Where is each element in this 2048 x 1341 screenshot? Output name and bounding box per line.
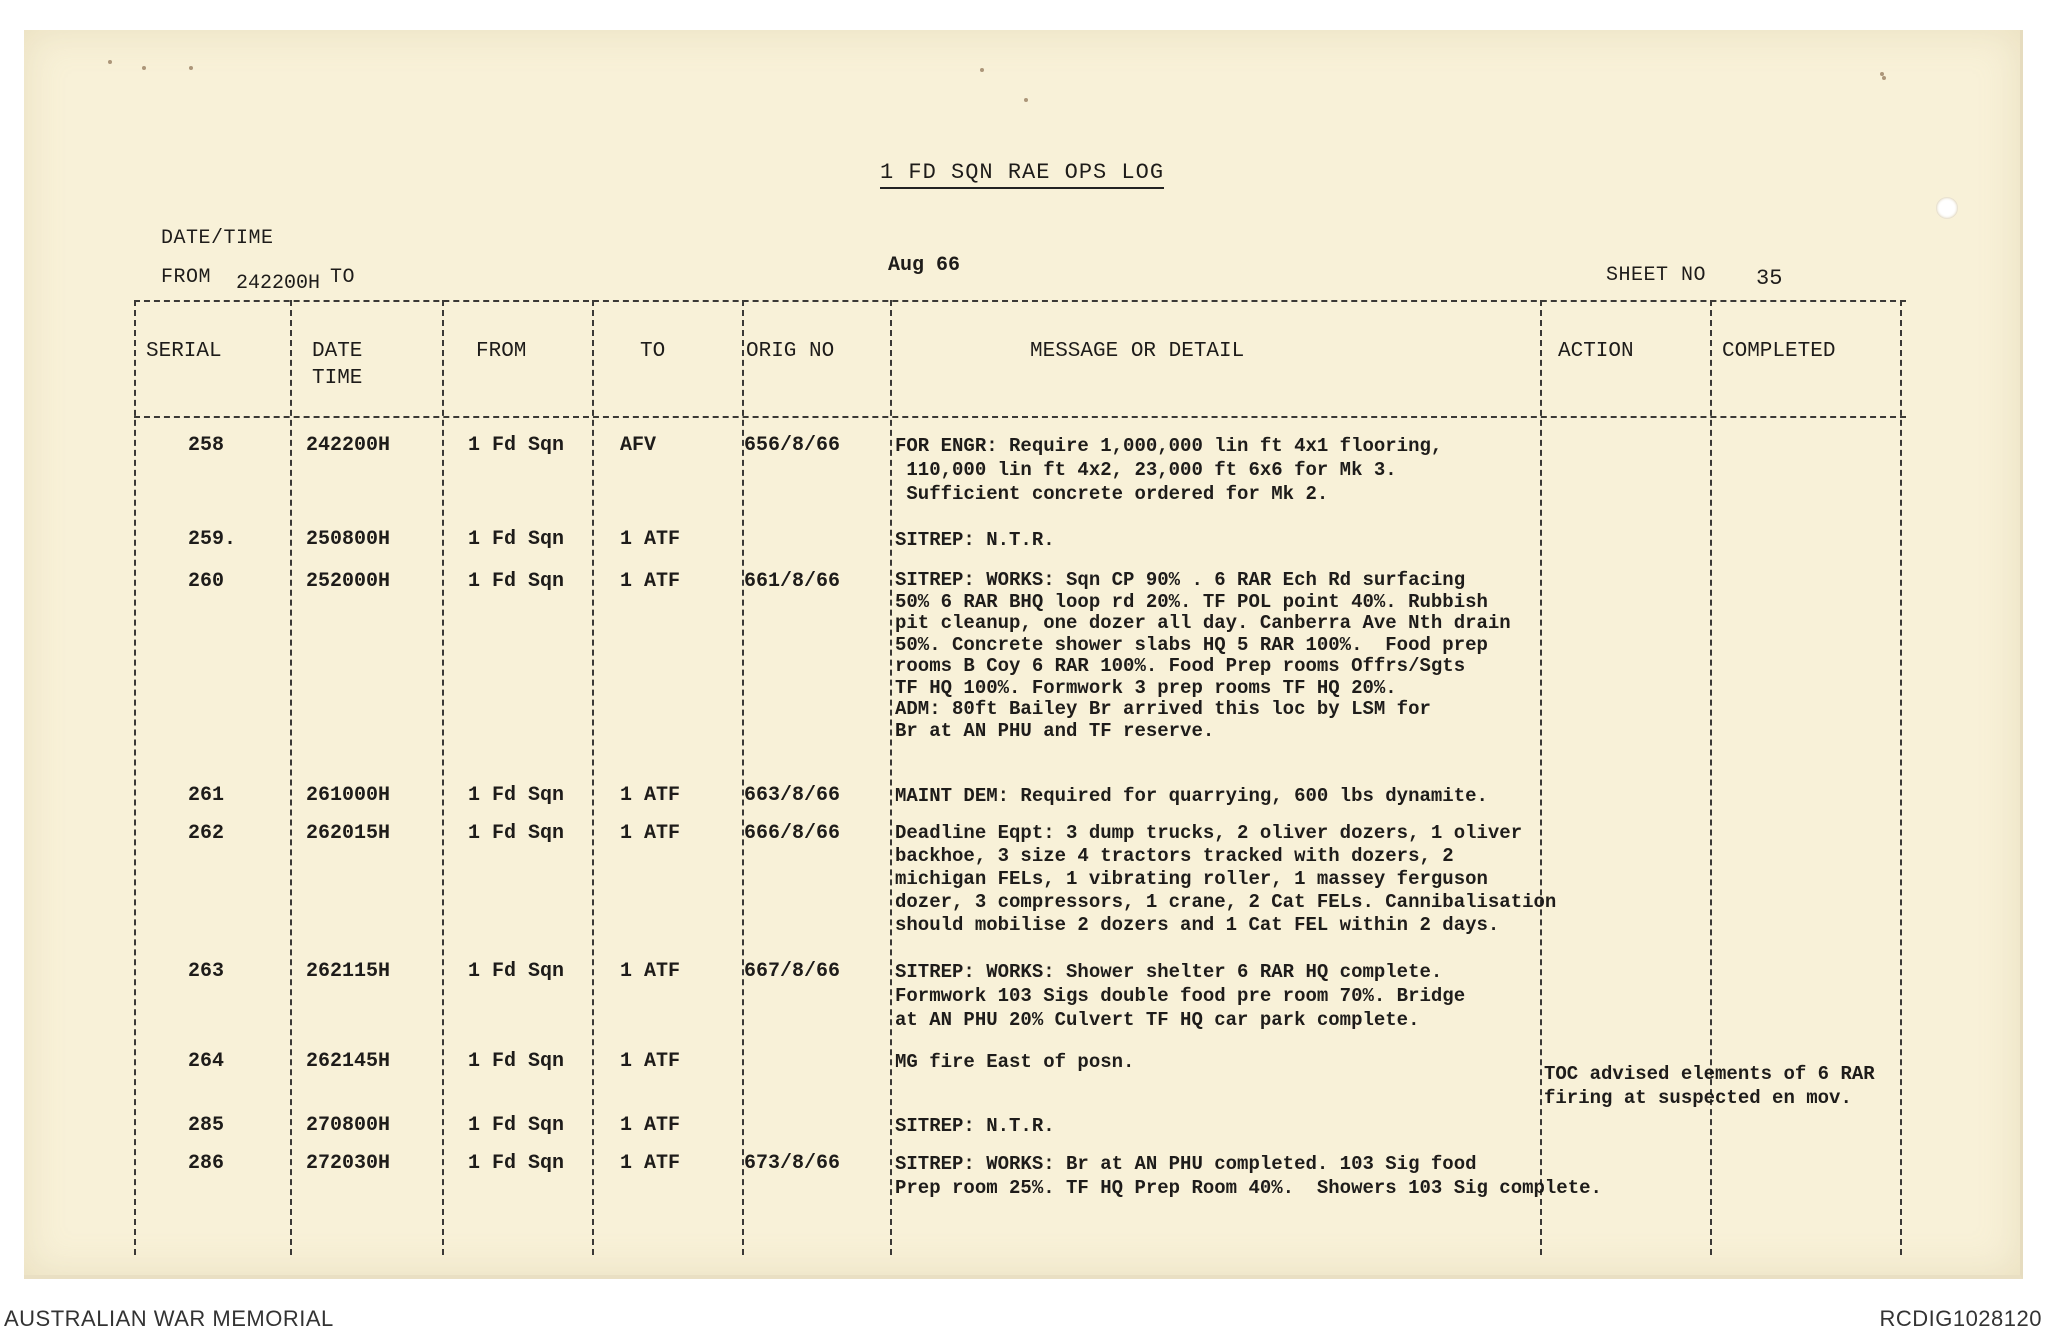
date-time-cell: 252000H: [306, 570, 391, 593]
message-cell: Deadline Eqpt: 3 dump trucks, 2 oliver dozers, 1 oliver backhoe, 3 size 4 tractors tracked with dozers, 2 michigan FELs, 1 vibrating roller, 1 massey ferguson dozer, 3 compressors, 1 crane, 2 Cat FELs. Cannibalisation should mobilise 2 dozers and 1 Cat FEL within 2 days.: [895, 822, 1557, 936]
serial-cell: 262: [188, 822, 225, 845]
header-action: ACTION: [1558, 340, 1634, 363]
to-cell: 1 ATF: [620, 1114, 681, 1137]
date-time-cell: 242200H: [306, 434, 391, 457]
date-time-cell: 261000H: [306, 784, 391, 807]
to-cell: 1 ATF: [620, 1152, 681, 1175]
header-to: TO: [640, 340, 666, 363]
serial-cell: 259.: [188, 528, 237, 551]
column-rule: [890, 300, 892, 1255]
column-rule: [1710, 300, 1712, 1255]
serial-cell: 263: [188, 960, 225, 983]
date-time-cell: 270800H: [306, 1114, 391, 1137]
document-title: 1 FD SQN RAE OPS LOG: [880, 160, 1164, 189]
header-date-time: DATE TIME: [312, 340, 363, 390]
sheet-number: 35: [1756, 266, 1783, 291]
from-cell: 1 Fd Sqn: [468, 822, 565, 845]
from-cell: 1 Fd Sqn: [468, 1050, 565, 1073]
header-bottom-rule: [134, 416, 1906, 418]
to-cell: 1 ATF: [620, 1050, 681, 1073]
from-cell: 1 Fd Sqn: [468, 528, 565, 551]
message-cell: SITREP: WORKS: Shower shelter 6 RAR HQ complete. Formwork 103 Sigs double food pre room 70%. Bridge at AN PHU 20% Culvert TF HQ car park complete.: [895, 961, 1466, 1031]
serial-cell: 285: [188, 1114, 225, 1137]
footer-source: AUSTRALIAN WAR MEMORIAL: [4, 1306, 334, 1331]
message-cell: SITREP: N.T.R.: [895, 529, 1055, 551]
ops-log-table: [134, 300, 1906, 1255]
from-cell: 1 Fd Sqn: [468, 960, 565, 983]
column-rule: [134, 300, 136, 1255]
paper-speck: [1024, 98, 1028, 102]
paper-speck: [108, 60, 112, 64]
paper-speck: [189, 66, 193, 70]
to-cell: 1 ATF: [620, 570, 681, 593]
orig-no-cell: 661/8/66: [744, 570, 841, 593]
date-time-label: DATE/TIME: [161, 227, 274, 250]
from-cell: 1 Fd Sqn: [468, 784, 565, 807]
header-from: FROM: [476, 340, 527, 363]
message-cell: MAINT DEM: Required for quarrying, 600 lbs dynamite.: [895, 785, 1488, 807]
header-completed: COMPLETED: [1722, 340, 1836, 363]
from-label: FROM: [161, 266, 212, 289]
to-label: TO: [330, 266, 356, 289]
paper-speck: [142, 66, 146, 70]
serial-cell: 260: [188, 570, 225, 593]
footer-id: RCDIG1028120: [1879, 1306, 2042, 1331]
header-orig-no: ORIG NO: [746, 340, 835, 363]
message-cell: SITREP: WORKS: Sqn CP 90% . 6 RAR Ech Rd surfacing 50% 6 RAR BHQ loop rd 20%. TF POL point 40%. Rubbish pit cleanup, one dozer all day. Canberra Ave Nth drain 50%. Concrete shower slabs HQ 5 RAR 100%. Food prep rooms B Coy 6 RAR 100%. Food Prep rooms Offrs/Sgts TF HQ 100%. Formwork 3 prep rooms TF HQ 20%. ADM: 80ft Bailey Br arrived this loc by LSM for Br at AN PHU and TF reserve.: [895, 569, 1511, 742]
from-cell: 1 Fd Sqn: [468, 1114, 565, 1137]
to-cell: 1 ATF: [620, 822, 681, 845]
to-cell: 1 ATF: [620, 960, 681, 983]
table-top-rule: [134, 300, 1906, 302]
orig-no-cell: 663/8/66: [744, 784, 841, 807]
from-cell: 1 Fd Sqn: [468, 434, 565, 457]
date-time-cell: 262145H: [306, 1050, 391, 1073]
message-cell: MG fire East of posn.: [895, 1051, 1135, 1073]
action-cell: TOC advised elements of 6 RAR firing at suspected en mov.: [1544, 1063, 1875, 1109]
punch-hole: [1936, 197, 1958, 219]
header-serial: SERIAL: [146, 340, 222, 363]
message-cell: FOR ENGR: Require 1,000,000 lin ft 4x1 flooring, 110,000 lin ft 4x2, 23,000 ft 6x6 for Mk 3. Sufficient concrete ordered for Mk 2.: [895, 435, 1443, 505]
sheet-label: SHEET NO: [1606, 264, 1707, 287]
column-rule: [592, 300, 594, 1255]
serial-cell: 264: [188, 1050, 225, 1073]
orig-no-cell: 673/8/66: [744, 1152, 841, 1175]
paper-speck: [1882, 76, 1886, 80]
orig-no-cell: 666/8/66: [744, 822, 841, 845]
message-cell: SITREP: WORKS: Br at AN PHU completed. 103 Sig food Prep room 25%. TF HQ Prep Room 40%. Showers 103 Sig complete.: [895, 1153, 1602, 1199]
serial-cell: 258: [188, 434, 225, 457]
message-cell: SITREP: N.T.R.: [895, 1115, 1055, 1137]
paper-speck: [980, 68, 984, 72]
column-rule: [1900, 300, 1902, 1255]
column-rule: [442, 300, 444, 1255]
to-cell: AFV: [620, 434, 657, 457]
date-time-cell: 262015H: [306, 822, 391, 845]
orig-no-cell: 656/8/66: [744, 434, 841, 457]
period: Aug 66: [888, 254, 961, 277]
serial-cell: 261: [188, 784, 225, 807]
to-cell: 1 ATF: [620, 784, 681, 807]
column-rule: [290, 300, 292, 1255]
serial-cell: 286: [188, 1152, 225, 1175]
to-cell: 1 ATF: [620, 528, 681, 551]
header-message: MESSAGE OR DETAIL: [1030, 340, 1245, 363]
orig-no-cell: 667/8/66: [744, 960, 841, 983]
from-cell: 1 Fd Sqn: [468, 570, 565, 593]
date-time-cell: 250800H: [306, 528, 391, 551]
date-time-cell: 262115H: [306, 960, 391, 983]
from-cell: 1 Fd Sqn: [468, 1152, 565, 1175]
from-value: 242200H: [236, 272, 321, 295]
date-time-cell: 272030H: [306, 1152, 391, 1175]
